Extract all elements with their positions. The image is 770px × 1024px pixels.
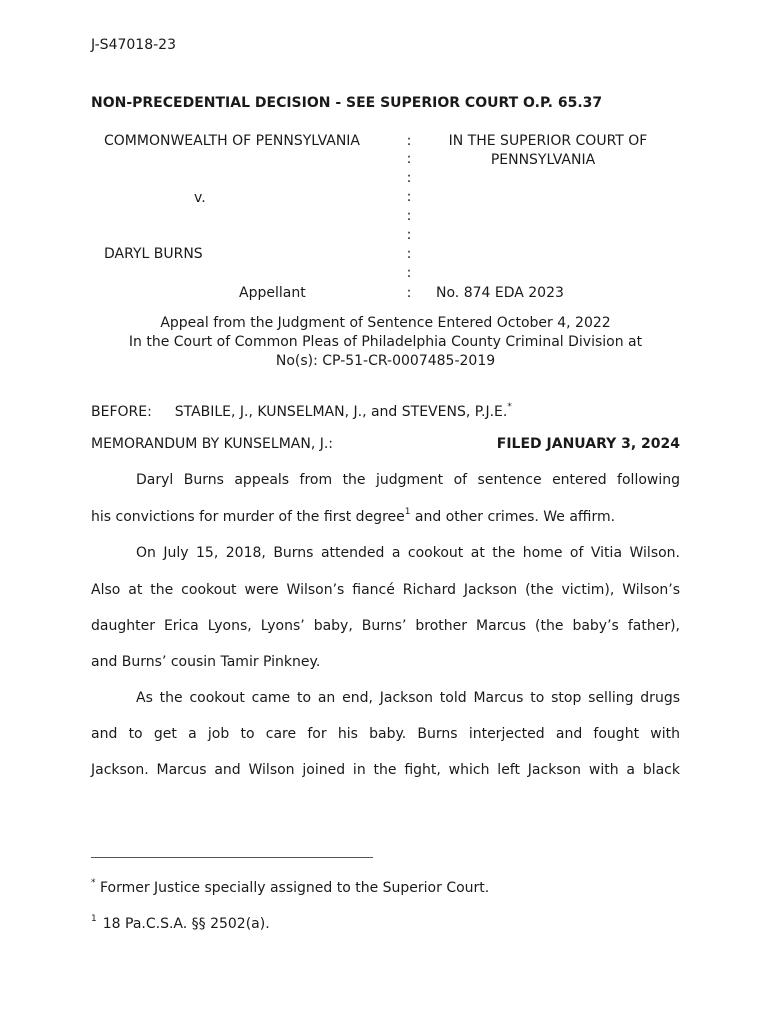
filed-date: FILED JANUARY 3, 2024 [496, 436, 680, 452]
body-line-text: and other crimes. We affirm. [410, 509, 616, 525]
caption-colon: : [406, 189, 412, 205]
body-line: and Burns’ cousin Tamir Pinkney. [91, 654, 321, 670]
footnote-star [91, 880, 489, 896]
caption-defendant: DARYL BURNS [104, 246, 203, 262]
footnote-star-marker: * [91, 878, 96, 889]
caption-colon: : [406, 133, 412, 149]
caption-plaintiff: COMMONWEALTH OF PENNSYLVANIA [104, 133, 361, 149]
docket-id: J-S47018-23 [91, 37, 176, 53]
caption-court-line1: IN THE SUPERIOR COURT OF [448, 133, 648, 149]
appeal-line3: No(s): CP-51-CR-0007485-2019 [275, 353, 496, 369]
caption-colon: : [406, 265, 412, 281]
footnote-divider [91, 857, 373, 858]
decision-heading: NON-PRECEDENTIAL DECISION - SEE SUPERIOR COURT O.P. 65.37 [91, 95, 603, 111]
caption-colon: : [406, 227, 412, 243]
before-judges: STABILE, J., KUNSELMAN, J., and STEVENS, P.J.E. [174, 404, 508, 420]
footnote-ref-1: 1 [404, 507, 411, 518]
before-line [91, 404, 512, 420]
memorandum-author: MEMORANDUM BY KUNSELMAN, J.: [91, 436, 334, 452]
caption-court-line2: PENNSYLVANIA [490, 152, 596, 168]
caption-case-number: No. 874 EDA 2023 [436, 285, 564, 301]
body-line: and to get a job to care for his baby. Burns interjected and fought with [91, 726, 680, 742]
footnote-one-text: 18 Pa.C.S.A. §§ 2502(a). [102, 916, 270, 932]
before-label: BEFORE: [91, 404, 152, 420]
body-line: Also at the cookout were Wilson’s fiancé Richard Jackson (the victim), Wilson’s [91, 582, 680, 598]
caption-colon: : [406, 246, 412, 262]
caption-colon: : [406, 151, 412, 167]
body-line-text: his convictions for murder of the first degree [91, 509, 405, 525]
footnote-one [91, 916, 270, 932]
caption-colon: : [406, 170, 412, 186]
caption-versus: v. [194, 190, 206, 206]
appeal-line2: In the Court of Common Pleas of Philadelphia County Criminal Division at [128, 334, 643, 350]
footnote-one-marker: 1 [91, 914, 97, 925]
appeal-line1: Appeal from the Judgment of Sentence Entered October 4, 2022 [160, 315, 611, 331]
caption-role: Appellant [239, 285, 306, 301]
footnote-star-text: Former Justice specially assigned to the Superior Court. [95, 880, 490, 896]
caption-colon: : [406, 208, 412, 224]
before-footnote-marker: * [507, 402, 512, 413]
body-line: Jackson. Marcus and Wilson joined in the fight, which left Jackson with a black [91, 762, 680, 778]
body-line: On July 15, 2018, Burns attended a cookout at the home of Vitia Wilson. [136, 545, 680, 561]
caption-colon: : [406, 285, 412, 301]
body-line [91, 509, 680, 525]
body-line: Daryl Burns appeals from the judgment of sentence entered following [136, 472, 680, 488]
body-line: As the cookout came to an end, Jackson told Marcus to stop selling drugs [136, 690, 680, 706]
body-line: daughter Erica Lyons, Lyons’ baby, Burns’ brother Marcus (the baby’s father), [91, 618, 680, 634]
